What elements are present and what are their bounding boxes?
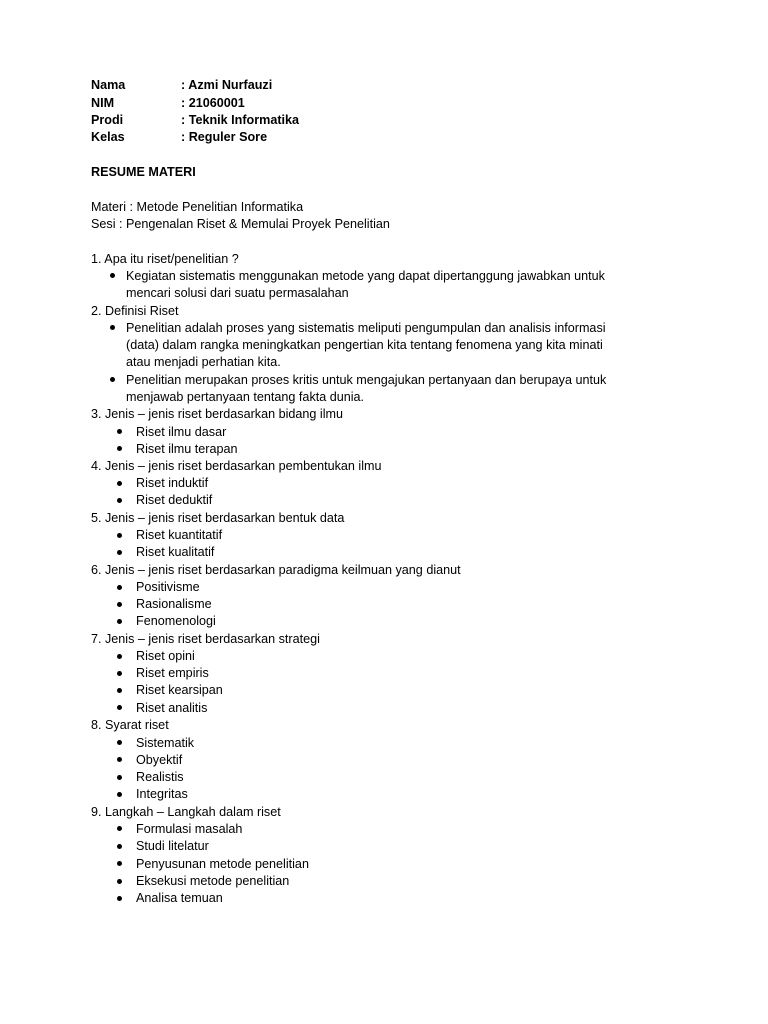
bullet-icon — [117, 775, 122, 780]
section-4-item-2: Riset deduktif — [136, 493, 213, 507]
identity-label-prodi: Prodi — [91, 113, 124, 127]
section-2-title: 2. Definisi Riset — [91, 304, 179, 318]
bullet-icon — [117, 792, 122, 797]
bullet-icon — [117, 757, 122, 762]
section-7-item-3: Riset kearsipan — [136, 683, 223, 697]
section-7-item-1: Riset opini — [136, 649, 195, 663]
section-9-item-1: Formulasi masalah — [136, 822, 243, 836]
section-2-bullet-2-line-2: menjawab pertanyaan tentang fakta dunia. — [126, 390, 365, 404]
section-5-item-2: Riset kualitatif — [136, 545, 215, 559]
bullet-icon — [117, 740, 122, 745]
section-8-title: 8. Syarat riset — [91, 718, 169, 732]
bullet-icon — [117, 498, 122, 503]
section-2-bullet-1-line-2: (data) dalam rangka meningkatkan pengertian kita tentang fenomena yang kita minati — [126, 338, 603, 352]
identity-label-nama: Nama — [91, 78, 126, 92]
section-9-item-5: Analisa temuan — [136, 891, 223, 905]
section-4-item-1: Riset induktif — [136, 476, 209, 490]
section-5-item-1: Riset kuantitatif — [136, 528, 223, 542]
section-4-title: 4. Jenis – jenis riset berdasarkan pembentukan ilmu — [91, 459, 382, 473]
section-9-item-2: Studi litelatur — [136, 839, 209, 853]
section-8-item-4: Integritas — [136, 787, 188, 801]
bullet-icon — [117, 481, 122, 486]
section-1-bullet-1-line-1: Kegiatan sistematis menggunakan metode yang dapat dipertanggung jawabkan untuk — [126, 269, 605, 283]
identity-value-kelas: : Reguler Sore — [181, 130, 268, 144]
bullet-icon — [117, 429, 122, 434]
section-6-item-1: Positivisme — [136, 580, 200, 594]
bullet-icon — [117, 844, 122, 849]
section-6-item-2: Rasionalisme — [136, 597, 212, 611]
bullet-icon — [117, 533, 122, 538]
section-6-title: 6. Jenis – jenis riset berdasarkan paradigma keilmuan yang dianut — [91, 563, 461, 577]
bullet-icon — [117, 671, 122, 676]
bullet-icon — [117, 619, 122, 624]
section-9-item-3: Penyusunan metode penelitian — [136, 857, 309, 871]
bullet-icon — [117, 826, 122, 831]
resume-heading: RESUME MATERI — [91, 165, 196, 179]
bullet-icon — [117, 688, 122, 693]
section-1-title: 1. Apa itu riset/penelitian ? — [91, 252, 239, 266]
bullet-icon — [117, 861, 122, 866]
bullet-icon — [117, 602, 122, 607]
section-3-title: 3. Jenis – jenis riset berdasarkan bidang ilmu — [91, 407, 344, 421]
section-8-item-3: Realistis — [136, 770, 184, 784]
section-1-bullet-1-line-2: mencari solusi dari suatu permasalahan — [126, 286, 349, 300]
section-9-title: 9. Langkah – Langkah dalam riset — [91, 805, 281, 819]
section-9-item-4: Eksekusi metode penelitian — [136, 874, 290, 888]
bullet-icon — [117, 585, 122, 590]
identity-label-nim: NIM — [91, 96, 115, 110]
bullet-icon — [110, 325, 115, 330]
section-8-item-2: Obyektif — [136, 753, 183, 767]
identity-value-nama: : Azmi Nurfauzi — [181, 78, 273, 92]
section-5-title: 5. Jenis – jenis riset berdasarkan bentuk data — [91, 511, 345, 525]
bullet-icon — [117, 446, 122, 451]
section-3-item-2: Riset ilmu terapan — [136, 442, 238, 456]
bullet-icon — [117, 879, 122, 884]
section-7-item-4: Riset analitis — [136, 701, 208, 715]
identity-value-nim: : 21060001 — [181, 96, 245, 110]
section-8-item-1: Sistematik — [136, 736, 195, 750]
bullet-icon — [110, 377, 115, 382]
section-7-item-2: Riset empiris — [136, 666, 209, 680]
bullet-icon — [117, 896, 122, 901]
bullet-icon — [117, 550, 122, 555]
bullet-icon — [117, 654, 122, 659]
section-2-bullet-1-line-3: atau menjadi perhatian kita. — [126, 355, 281, 369]
identity-value-prodi: : Teknik Informatika — [181, 113, 300, 127]
identity-label-kelas: Kelas — [91, 130, 125, 144]
section-6-item-3: Fenomenologi — [136, 614, 216, 628]
bullet-icon — [117, 705, 122, 710]
sesi-line: Sesi : Pengenalan Riset & Memulai Proyek Penelitian — [91, 217, 390, 231]
section-7-title: 7. Jenis – jenis riset berdasarkan strategi — [91, 632, 320, 646]
bullet-icon — [110, 273, 115, 278]
section-2-bullet-2-line-1: Penelitian merupakan proses kritis untuk mengajukan pertanyaan dan berupaya untuk — [126, 373, 607, 387]
section-2-bullet-1-line-1: Penelitian adalah proses yang sistematis meliputi pengumpulan dan analisis informasi — [126, 321, 606, 335]
section-3-item-1: Riset ilmu dasar — [136, 425, 227, 439]
materi-line: Materi : Metode Penelitian Informatika — [91, 200, 304, 214]
